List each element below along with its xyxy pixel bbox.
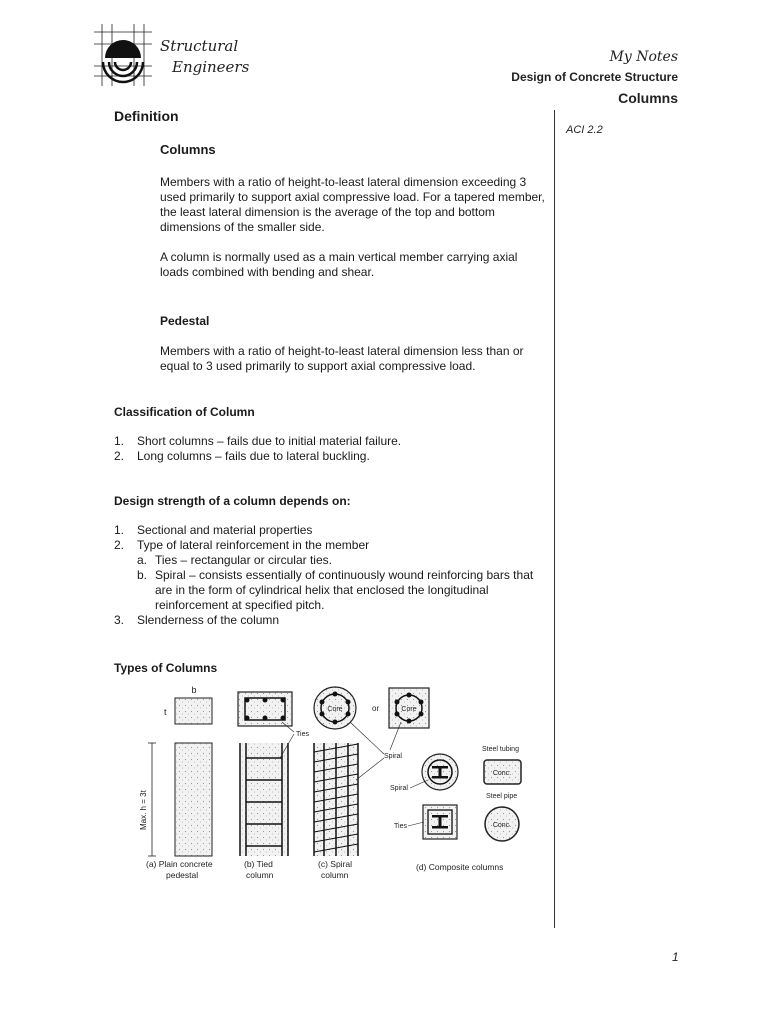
design-strength-list	[114, 523, 546, 628]
caption-d: (d) Composite columns	[416, 862, 504, 872]
label-conc-2: Conc.	[492, 822, 512, 829]
tied-column	[238, 692, 309, 856]
columns-paragraph-1: Members with a ratio of height-to-least lateral dimension exceeding 3 used primarily to support axial compressive load. For a tapered member, the least lateral dimension is the average of the top and bottom dimensions of the smaller side.	[160, 175, 545, 234]
classification-list	[114, 434, 546, 464]
list-item: 1. Sectional and material properties	[114, 523, 313, 537]
topic-title: Columns	[618, 90, 678, 106]
label-t: t	[164, 707, 167, 717]
company-logo	[92, 22, 154, 88]
caption-c-line1: (c) Spiral	[318, 859, 353, 869]
label-spiral-1: Spiral	[384, 753, 402, 760]
label-steel-pipe: Steel pipe	[486, 793, 518, 800]
list-item: 3. Slenderness of the column	[114, 613, 280, 627]
pedestal-section	[139, 685, 212, 856]
caption-b-line2: column	[246, 870, 274, 880]
composite-columns	[390, 746, 521, 841]
design-strength-heading: Design strength of a column depends on:	[114, 494, 351, 508]
list-item: 2. Long columns – fails due to lateral buckling.	[114, 449, 370, 463]
caption-b-line1: (b) Tied	[244, 859, 273, 869]
list-item: 1. Short columns – fails due to initial material failure.	[114, 434, 402, 448]
columns-paragraph-2: A column is normally used as a main vertical member carrying axial loads combined with bending and shear.	[160, 250, 518, 279]
notes-label: My Notes	[609, 49, 678, 65]
main-content	[114, 109, 546, 676]
label-ties: Ties	[296, 731, 309, 738]
label-b: b	[191, 685, 197, 695]
list-item: 2. Type of lateral reinforcement in the member a. Ties – rectangular or circular ties. b. Spiral – consists essentially of continuously wound reinforcing bars that are in the form of cylindrical helix that enclosed the longitudinal reinforcement at specified pitch.	[114, 538, 546, 613]
label-or: or	[372, 704, 380, 713]
spiral-column	[314, 687, 429, 856]
label-core-2: Core	[401, 706, 417, 713]
label-spiral-2: Spiral	[390, 785, 408, 792]
brand-line-1: Structural	[160, 37, 239, 55]
reference-note: ACI 2.2	[566, 124, 603, 136]
label-ties-2: Ties	[394, 823, 407, 830]
types-heading: Types of Columns	[114, 661, 218, 675]
pedestal-heading: Pedestal	[160, 314, 210, 328]
brand-name	[160, 36, 249, 78]
caption-a-line1: (a) Plain concrete	[146, 859, 213, 869]
pedestal-paragraph: Members with a ratio of height-to-least lateral dimension less than or equal to 3 used primarily to support axial compressive load.	[160, 344, 524, 373]
sub-list-item: b. Spiral – consists essentially of continuously wound reinforcing bars that are in the form of cylindrical helix that enclosed the longitudinal reinforcement at specified pitch.	[137, 568, 534, 612]
label-height: Max. h = 3t	[139, 790, 148, 830]
classification-heading: Classification of Column	[114, 405, 255, 419]
logo-grid-icon	[92, 22, 154, 88]
columns-heading: Columns	[160, 142, 216, 157]
label-core-1: Core	[327, 706, 343, 713]
sub-list-item: a. Ties – rectangular or circular ties.	[137, 553, 332, 567]
page-number: 1	[672, 950, 679, 964]
brand-line-2: Engineers	[172, 58, 250, 76]
label-steel-tubing: Steel tubing	[482, 746, 519, 753]
definition-heading: Definition	[114, 108, 179, 124]
column-types-figure	[118, 680, 536, 894]
subject-title: Design of Concrete Structure	[511, 70, 678, 84]
lateral-reinforcement-sublist	[137, 553, 546, 613]
caption-c-line2: column	[321, 870, 349, 880]
label-conc-1: Conc.	[492, 770, 512, 777]
margin-divider	[554, 110, 555, 928]
caption-a-line2: pedestal	[166, 870, 199, 880]
